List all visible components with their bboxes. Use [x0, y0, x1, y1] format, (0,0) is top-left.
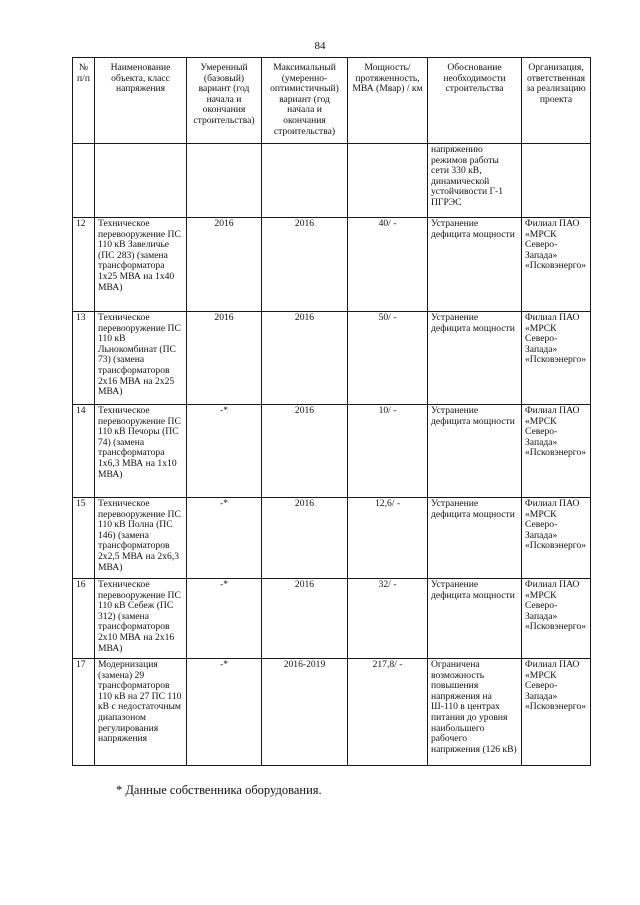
table-header-row [73, 58, 591, 144]
cell-moderate: 2016 [187, 218, 262, 312]
page-number: 84 [314, 40, 326, 52]
table-row [73, 405, 591, 498]
cell-justification: Устранение дефицита мощности [428, 312, 522, 405]
cell-org: Филиал ПАО «МРСК Северо-Запада» «Псковэнерго» [522, 659, 591, 766]
cell-org: Филиал ПАО «МРСК Северо-Запада» «Псковэнерго» [522, 218, 591, 312]
cell-power: 217,8/ - [348, 659, 428, 766]
cell-power: 32/ - [348, 579, 428, 659]
cell-org: Филиал ПАО «МРСК Северо-Запада» «Псковэнерго» [522, 312, 591, 405]
header-name: Наименование объекта, класс напряжения [95, 58, 187, 144]
cell-moderate: -* [187, 659, 262, 766]
cell-maximum: 2016-2019 [262, 659, 348, 766]
cell-power: 12,6/ - [348, 498, 428, 579]
projects-table [72, 57, 591, 766]
cell-moderate: 2016 [187, 312, 262, 405]
cell-maximum: 2016 [262, 579, 348, 659]
cell-maximum: 2016 [262, 498, 348, 579]
cell-justification: напряжению режимов работы сети 330 кВ, динамической устойчивости Г-1 ПГРЭС [428, 144, 522, 218]
cell-justification: Устранение дефицита мощности [428, 218, 522, 312]
cell-num: 14 [73, 405, 95, 498]
cell-num: 16 [73, 579, 95, 659]
table-row [73, 218, 591, 312]
header-justification: Обоснование необходимости строительства [428, 58, 522, 144]
cell-num: 15 [73, 498, 95, 579]
cell-maximum: 2016 [262, 405, 348, 498]
header-maximum: Максимальный (умеренно-оптимистичный) вариант (год начала и окончания строительства) [262, 58, 348, 144]
cell-moderate: -* [187, 498, 262, 579]
header-org: Организация, ответственная за реализацию проекта [522, 58, 591, 144]
cell-power: 50/ - [348, 312, 428, 405]
cell-justification: Ограничена возможность повышения напряжения на Ш-110 в центрах питания до уровня наибольшего рабочего напряжения (126 кВ) [428, 659, 522, 766]
cell-org: Филиал ПАО «МРСК Северо-Запада» «Псковэнерго» [522, 579, 591, 659]
cell-org: Филиал ПАО «МРСК Северо-Запада» «Псковэнерго» [522, 405, 591, 498]
table-row [73, 579, 591, 659]
table-row-continuation [73, 144, 591, 218]
cell-power: 40/ - [348, 218, 428, 312]
cell-maximum: 2016 [262, 218, 348, 312]
footnote: * Данные собственника оборудования. [116, 783, 322, 797]
header-power: Мощность/ протяженность, МВА (Мвар) / км [348, 58, 428, 144]
cell-moderate: -* [187, 405, 262, 498]
cell-power: 10/ - [348, 405, 428, 498]
cell-name: Техническое перевооружение ПС 110 кВ Себеж (ПС 312) (замена трансформаторов 2х10 МВА на 2х16 МВА) [95, 579, 187, 659]
table-row [73, 498, 591, 579]
table-row [73, 659, 591, 766]
cell-justification: Устранение дефицита мощности [428, 498, 522, 579]
cell-num: 12 [73, 218, 95, 312]
cell-org: Филиал ПАО «МРСК Северо-Запада» «Псковэнерго» [522, 498, 591, 579]
header-num: № п/п [73, 58, 95, 144]
cell-num: 13 [73, 312, 95, 405]
cell-name: Техническое перевооружение ПС 110 кВ Печоры (ПС 74) (замена трансформатора 1х6,3 МВА на 1х10 МВА) [95, 405, 187, 498]
header-moderate: Умеренный (базовый) вариант (год начала и окончания строительства) [187, 58, 262, 144]
cell-justification: Устранение дефицита мощности [428, 579, 522, 659]
cell-moderate: -* [187, 579, 262, 659]
cell-name: Техническое перевооружение ПС 110 кВ Полна (ПС 146) (замена трансформаторов 2х2,5 МВА на 2х6,3 МВА) [95, 498, 187, 579]
cell-num: 17 [73, 659, 95, 766]
cell-maximum: 2016 [262, 312, 348, 405]
cell-justification: Устранение дефицита мощности [428, 405, 522, 498]
cell-name: Техническое перевооружение ПС 110 кВ Льнокомбинат (ПС 73) (замена трансформаторов 2х16 МВА на 2х25 МВА) [95, 312, 187, 405]
cell-name: Техническое перевооружение ПС 110 кВ Завеличье (ПС 283) (замена трансформатора 1х25 МВА на 1х40 МВА) [95, 218, 187, 312]
cell-name: Модернизация (замена) 29 трансформаторов 110 кВ на 27 ПС 110 кВ с недостаточным диапазоном регулирования напряжения [95, 659, 187, 766]
table-row [73, 312, 591, 405]
